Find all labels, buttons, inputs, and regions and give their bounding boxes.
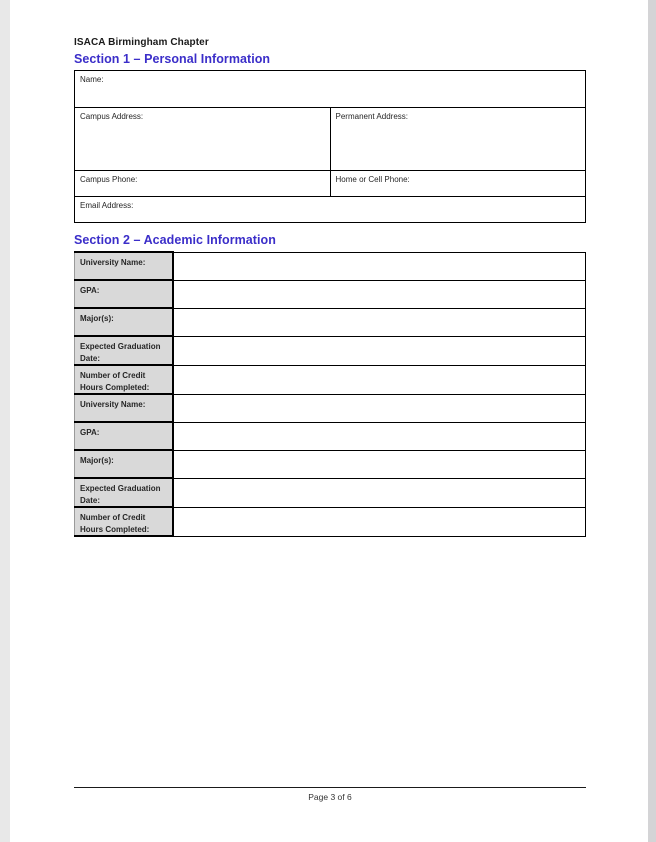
- table-row: [75, 171, 586, 197]
- table-row: [75, 308, 586, 336]
- table-row: [75, 108, 586, 171]
- academic-information-table: [74, 251, 586, 537]
- field-campus-address[interactable]: Campus Address:: [75, 108, 331, 171]
- page-footer: [74, 787, 586, 803]
- academic-row-label: Major(s):: [75, 450, 174, 478]
- academic-row-label: GPA:: [75, 422, 174, 450]
- academic-row-input[interactable]: [173, 394, 586, 422]
- academic-row-label: Expected Graduation Date:: [75, 336, 174, 365]
- academic-row-input[interactable]: [173, 507, 586, 536]
- academic-row-label: University Name:: [75, 394, 174, 422]
- academic-table-body: [75, 252, 586, 536]
- viewer-left-gutter: [0, 0, 10, 842]
- table-row: [75, 507, 586, 536]
- academic-row-label: University Name:: [75, 252, 174, 280]
- field-permanent-address[interactable]: Permanent Address:: [330, 108, 586, 171]
- table-row: [75, 71, 586, 108]
- table-row: [75, 280, 586, 308]
- field-home-or-cell-phone[interactable]: Home or Cell Phone:: [330, 171, 586, 197]
- field-campus-phone[interactable]: Campus Phone:: [75, 171, 331, 197]
- academic-row-input[interactable]: [173, 308, 586, 336]
- academic-row-input[interactable]: [173, 336, 586, 365]
- section-1-heading: Section 1 – Personal Information: [74, 52, 271, 66]
- field-email-address[interactable]: Email Address:: [75, 197, 586, 223]
- table-row: [75, 450, 586, 478]
- academic-row-label: Major(s):: [75, 308, 174, 336]
- page-content: [74, 36, 586, 537]
- academic-row-input[interactable]: [173, 422, 586, 450]
- table-row: [75, 365, 586, 394]
- table-row: [75, 336, 586, 365]
- organization-title: ISACA Birmingham Chapter: [74, 37, 209, 48]
- table-row: [75, 422, 586, 450]
- academic-row-input[interactable]: [173, 478, 586, 507]
- viewer-right-scrollbar[interactable]: [648, 0, 656, 842]
- academic-row-label: Number of Credit Hours Completed:: [75, 365, 174, 394]
- field-name[interactable]: Name:: [75, 71, 586, 108]
- document-page: [10, 0, 648, 842]
- academic-row-label: Number of Credit Hours Completed:: [75, 507, 174, 536]
- table-row: [75, 197, 586, 223]
- academic-row-label: Expected Graduation Date:: [75, 478, 174, 507]
- page-number: Page 3 of 6: [308, 792, 352, 802]
- academic-row-input[interactable]: [173, 450, 586, 478]
- table-row: [75, 478, 586, 507]
- academic-row-input[interactable]: [173, 280, 586, 308]
- academic-row-input[interactable]: [173, 252, 586, 280]
- table-row: [75, 394, 586, 422]
- table-row: [75, 252, 586, 280]
- section-2-heading: Section 2 – Academic Information: [74, 233, 276, 247]
- personal-information-table: [74, 70, 586, 223]
- academic-row-label: GPA:: [75, 280, 174, 308]
- academic-row-input[interactable]: [173, 365, 586, 394]
